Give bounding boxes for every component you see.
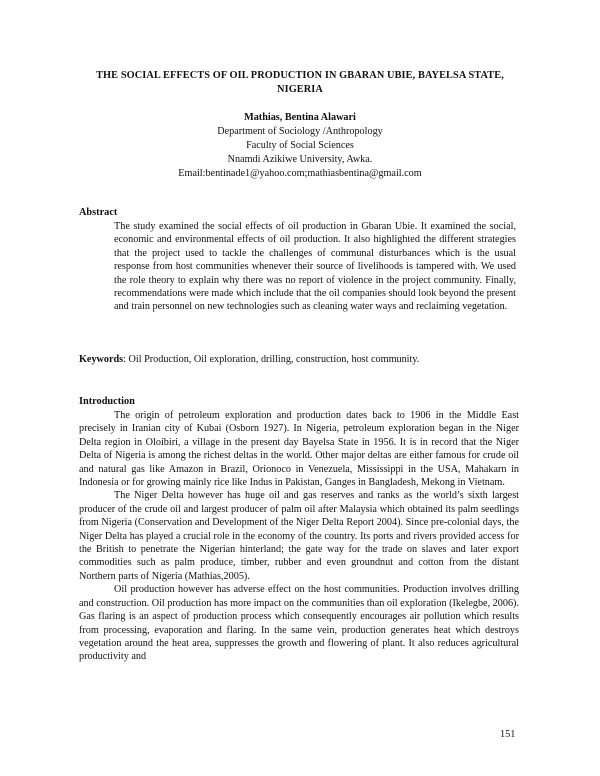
introduction-heading: Introduction — [79, 396, 135, 407]
author-email: Email:bentinade1@yahoo.com;mathiasbentina@gmail.com — [178, 168, 422, 179]
abstract-text: The study examined the social effects of oil production in Gbaran Ubie. It examined the social, economic and environmental effects of oil production. It also highlighted the different strategies that the project used to tackle the challenges of communal disturbances which is the usual response from host communities whenever their source of livelihoods is tampered with. We used the role theory to explain why there was no report of violence in the project community. Finally, recommendations were made which include that the oil companies should look beyond the present and train personnel on new technologies such as cleaning water ways and reclaiming vegetation. — [114, 221, 516, 313]
author-block — [80, 111, 520, 181]
paper-title: THE SOCIAL EFFECTS OF OIL PRODUCTION IN GBARAN UBIE, BAYELSA STATE, NIGERIA — [96, 70, 504, 95]
author-university: Nnamdi Azikiwe University, Awka. — [227, 154, 373, 165]
page-number: 151 — [500, 729, 516, 740]
abstract-heading: Abstract — [79, 207, 118, 218]
author-faculty: Faculty of Social Sciences — [246, 140, 354, 151]
introduction-paragraph: The origin of petroleum exploration and production dates back to 1906 in the Middle East precisely in Iranian city of Kubai (Osborn 1927). In Nigeria, petroleum exploration began in the Niger Delta region in Oloibiri, a village in the present day Bayelsa State in 1956. It is in record that the Niger Delta of Nigeria is among the richest deltas in the world. Other major deltas are either famous for crude oil and natural gas like Amazon in Brazil, Orionoco in Venezuela, Mississippi in the USA, Mahakarn in Indonesia or for growing mainly rice like Indus in Pakistan, Ganges in Bangladesh, Mekong in Vietnam. — [79, 410, 519, 489]
keywords-label: Keywords — [79, 354, 124, 365]
introduction-paragraph: The Niger Delta however has huge oil and gas reserves and ranks as the world’s sixth largest producer of the crude oil and largest producer of palm oil after Malaysia which obtained its palm seedlings from Nigeria (Conservation and Development of the Niger Delta Report 2004). Since pre-colonial days, the Niger Delta has played a crucial role in the economy of the country. Its ports and rivers provided access for the British to penetrate the Nigerian hinterland; the gate way for the trade on slaves and later export commodities such as palm produce, timber, rubber and even groundnut and cotton from the distant Northern parts of Nigeria (Mathias,2005). — [79, 490, 519, 582]
introduction-paragraph: Oil production however has adverse effect on the host communities. Production involves drilling and construction. Oil production has more impact on the communities than oil exploration (Ikelegbe, 2006). Gas flaring is an aspect of production process which consequently encourages air pollution which results from processing, evaporation and flaring. In the same vein, production generates heat which destroys vegetation around the heat area, suppresses the growth and flowering of plant. It also reduces agricultural productivity and — [79, 584, 519, 663]
keywords-text: : Oil Production, Oil exploration, drilling, construction, host community. — [123, 354, 420, 365]
introduction-body — [79, 409, 519, 664]
keywords-line — [79, 353, 519, 366]
author-name: Mathias, Bentina Alawari — [244, 112, 356, 123]
author-department: Department of Sociology /Anthropology — [217, 126, 383, 137]
